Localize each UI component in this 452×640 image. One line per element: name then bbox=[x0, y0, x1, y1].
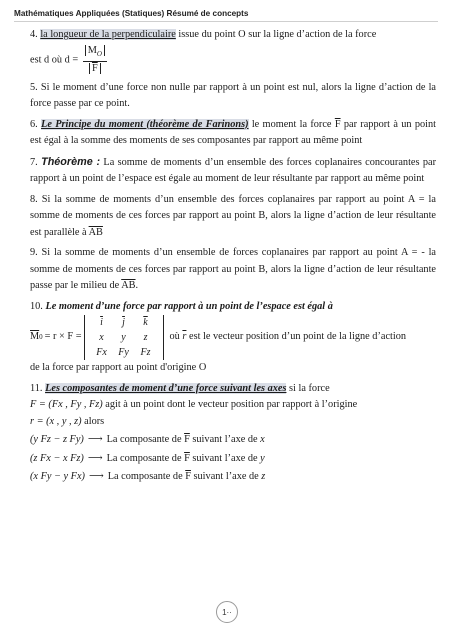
item-text: par rapport à un point est égal à la somme des moments de ses composantes par rapport au même point bbox=[30, 118, 436, 147]
item-text: agit à un point dont le vecteur position par rapport à l’origine bbox=[102, 399, 358, 411]
force-vector: $\overline{F}$ bbox=[184, 434, 190, 446]
distance-fraction bbox=[83, 44, 107, 76]
moment-subscript: O bbox=[96, 49, 102, 58]
component-expression: (x Fy − y Fx) bbox=[30, 471, 85, 483]
item-text: La somme de moments d’un ensemble des forces coplanaires concourantes par rapport à un point de l’espace est égale au moment de leur résultante par rapport au même point bbox=[30, 156, 437, 185]
components-title: Les composantes de moment d’une force suivant les axes bbox=[45, 382, 287, 394]
item-7 bbox=[30, 154, 436, 188]
matrix-cell: $\overline{i}$ bbox=[100, 317, 103, 329]
item-number: 6. bbox=[30, 118, 38, 130]
moment-title: Le moment d’une force par rapport à un point de l’espace est égal à bbox=[45, 300, 333, 312]
item-text: le moment la force bbox=[248, 118, 335, 130]
item-4 bbox=[30, 27, 436, 76]
arrow-symbol: ⟶ bbox=[88, 471, 104, 483]
item-text: 8. Si la somme de moments d’un ensemble des forces coplanaires par rapport au point A = la somme de moments de ces forces par rapport au point B, alors la ligne d’action de leur résultante est parallèle à bbox=[30, 193, 436, 238]
running-header: Mathématiques Appliquées (Statiques) Résumé de concepts bbox=[14, 9, 438, 22]
component-line bbox=[30, 469, 436, 486]
moment-subscript: 0 bbox=[39, 333, 43, 342]
component-label: La composante de bbox=[106, 452, 185, 464]
component-label: suivant l’axe de bbox=[190, 471, 262, 483]
item-9 bbox=[30, 245, 436, 295]
matrix-cell: Fy bbox=[118, 347, 129, 359]
component-label: La composante de bbox=[106, 434, 185, 446]
axis-name: z bbox=[261, 471, 266, 483]
matrix-row bbox=[91, 330, 157, 345]
principle-title: Le Principe du moment (théorème de Farinons) bbox=[41, 118, 249, 130]
item-text: est le vecteur position d’un point de la ligne d’action bbox=[186, 331, 407, 343]
item-text: alors bbox=[81, 415, 105, 427]
matrix-cell: $\overline{j}$ bbox=[122, 317, 125, 329]
matrix-cell: Fx bbox=[96, 347, 107, 359]
component-expression: (z Fx − x Fz) bbox=[30, 452, 84, 464]
document-body bbox=[30, 27, 436, 490]
matrix-cell: $\overline{k}$ bbox=[143, 317, 148, 329]
punctuation: . bbox=[135, 280, 139, 292]
page-number: 1·· bbox=[216, 601, 238, 623]
segment-ab: $\overline{AB}$ bbox=[88, 226, 103, 238]
component-label: suivant l’axe de bbox=[189, 452, 261, 464]
position-definition: r = (x , y , z) bbox=[30, 415, 82, 427]
segment-ab: $\overline{AB}$ bbox=[121, 280, 136, 292]
axis-name: x bbox=[260, 434, 265, 446]
component-line bbox=[30, 432, 436, 449]
item-number: 4. bbox=[30, 29, 38, 40]
component-list bbox=[30, 432, 436, 486]
item-number: 11. bbox=[30, 382, 43, 394]
component-expression: (y Fz − z Fy) bbox=[30, 434, 84, 446]
item-10 bbox=[30, 299, 436, 377]
formula-label: est d où d = bbox=[30, 53, 79, 65]
theorem-title: Théorème : bbox=[41, 155, 101, 168]
cross-product-eq: = r × F = bbox=[44, 331, 82, 343]
highlighted-term: la longueur de la perpendiculaire bbox=[40, 29, 176, 40]
matrix-cell: y bbox=[121, 332, 126, 344]
item-5: 5. Si le moment d’une force non nulle par rapport à un point est nul, alors la ligne d’action de la force passe par ce point. bbox=[30, 81, 436, 110]
matrix-row bbox=[91, 345, 157, 360]
force-symbol: F bbox=[91, 62, 98, 74]
item-number: 10. bbox=[30, 300, 43, 312]
moment-symbol: $\overline{M}$ bbox=[30, 331, 40, 343]
moment-symbol: M bbox=[87, 44, 97, 56]
item-number: 7. bbox=[30, 156, 38, 168]
force-vector: $\overline{F}$ bbox=[184, 452, 190, 464]
component-line bbox=[30, 451, 436, 468]
item-text: 9. Si la somme de moments d’un ensemble de forces coplanaires par rapport au point A = - la somme de moments de ces forces par rapport au point B, alors la ligne d’action de leur résultante passe par le milieu de bbox=[30, 247, 436, 292]
force-vector: $\overline{F}$ bbox=[334, 118, 341, 130]
item-10-continuation: de la force par rapport au point d'origine O bbox=[30, 362, 207, 374]
matrix-row bbox=[91, 315, 157, 330]
cross-product-row bbox=[30, 315, 436, 360]
axis-name: y bbox=[260, 452, 265, 464]
component-label: La composante de bbox=[107, 471, 186, 483]
component-label: suivant l’axe de bbox=[189, 434, 261, 446]
determinant-matrix bbox=[84, 315, 164, 360]
matrix-cell: z bbox=[143, 332, 148, 344]
item-6 bbox=[30, 117, 436, 150]
position-vector: $\overline{r}$ bbox=[182, 331, 187, 343]
force-definition: F = (Fx , Fy , Fz) bbox=[30, 399, 103, 411]
matrix-cell: x bbox=[99, 332, 104, 344]
matrix-cell: Fz bbox=[140, 347, 151, 359]
item-text: issue du point O sur la ligne d’action de la force bbox=[175, 29, 377, 40]
item-8 bbox=[30, 192, 436, 242]
where-text: où bbox=[169, 331, 183, 343]
item-11 bbox=[30, 381, 436, 486]
force-vector: $\overline{F}$ bbox=[185, 471, 191, 483]
item-text: si la force bbox=[286, 382, 330, 394]
arrow-symbol: ⟶ bbox=[87, 452, 103, 464]
arrow-symbol: ⟶ bbox=[87, 434, 103, 446]
